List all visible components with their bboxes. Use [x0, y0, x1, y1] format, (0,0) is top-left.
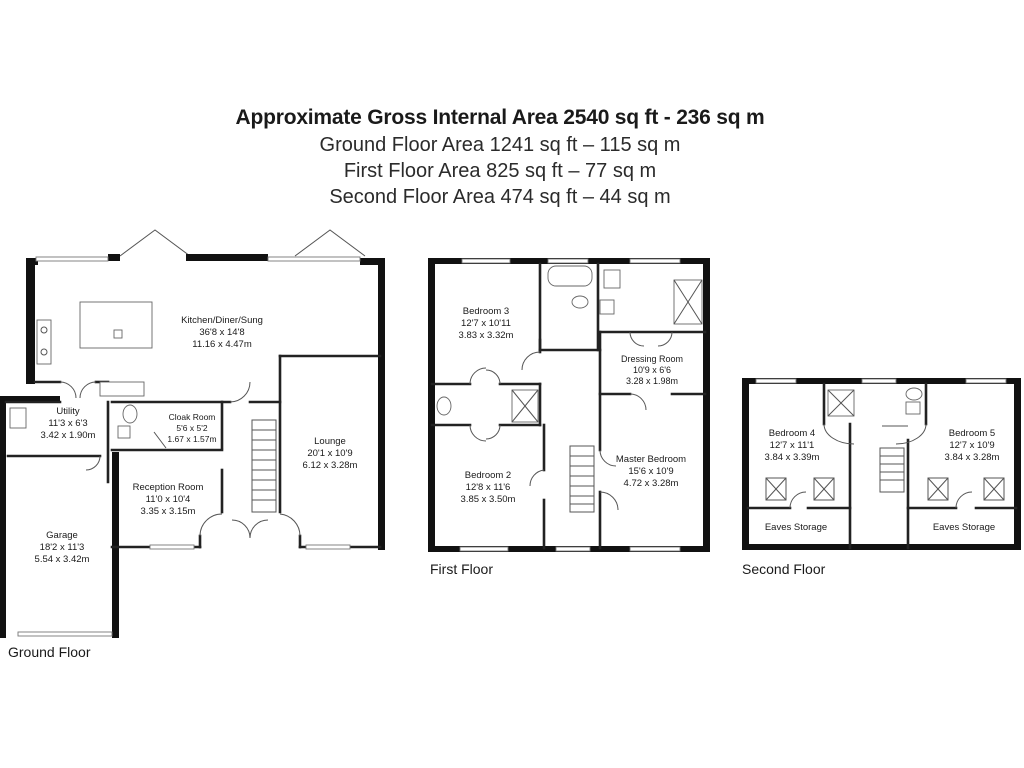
toilet-icon [437, 397, 451, 415]
ground-floor-plan [0, 230, 385, 660]
reception-window [150, 545, 194, 549]
bed4-metric: 3.84 x 3.39m [764, 452, 820, 463]
lounge-window [306, 545, 350, 549]
dressing-name: Dressing Room [620, 354, 684, 364]
ground-staircase [252, 420, 276, 512]
toilet-icon [123, 405, 137, 423]
bed3-name: Bedroom 3 [462, 306, 510, 317]
garage-imperial: 18'2 x 11'3 [39, 542, 85, 553]
second-floor-area: Second Floor Area 474 sq ft – 44 sq m [329, 186, 671, 208]
bed5-imperial: 12'7 x 10'9 [949, 440, 995, 451]
eaves-storage-left: Eaves Storage [764, 522, 828, 533]
kitchen-window [36, 257, 108, 261]
bay-window-right [295, 230, 365, 256]
kitchen-island [80, 302, 152, 348]
bed3-window [462, 259, 510, 263]
second-staircase [880, 448, 904, 492]
bed3-imperial: 12'7 x 10'11 [461, 318, 511, 329]
lounge-metric: 6.12 x 3.28m [302, 460, 358, 471]
kitchen-imperial: 36'8 x 14'8 [199, 327, 245, 338]
bed4-imperial: 12'7 x 11'1 [769, 440, 815, 451]
toilet-icon [572, 296, 588, 308]
kitchen-name: Kitchen/Diner/Sung [181, 315, 263, 326]
dressing-imperial: 10'9 x 6'6 [633, 365, 671, 375]
utility-name: Utility [56, 406, 80, 417]
bed4-window [756, 379, 796, 383]
master-window [630, 547, 680, 551]
second-floor-plan [742, 378, 1021, 577]
bed2-window [460, 547, 508, 551]
bath-icon [548, 266, 592, 286]
basin-icon [906, 402, 920, 414]
master-metric: 4.72 x 3.28m [623, 478, 679, 489]
cloak-imperial: 5'6 x 5'2 [176, 423, 208, 433]
first-staircase [570, 446, 594, 512]
utility-sink-icon [10, 408, 26, 428]
bay-window-left [120, 230, 190, 256]
sink-icon [114, 330, 122, 338]
eaves-storage-right: Eaves Storage [932, 522, 996, 533]
cloak-metric: 1.67 x 1.57m [167, 434, 217, 444]
gross-area-title: Approximate Gross Internal Area 2540 sq ft - 236 sq m [235, 106, 765, 129]
ground-floor-area: Ground Floor Area 1241 sq ft – 115 sq m [319, 134, 681, 156]
utility-metric: 3.42 x 1.90m [40, 430, 96, 441]
garage-name: Garage [46, 530, 78, 541]
bed2-metric: 3.85 x 3.50m [460, 494, 516, 505]
utility-imperial: 11'3 x 6'3 [48, 418, 88, 429]
toilet-icon [906, 388, 922, 400]
ground-floor-label: Ground Floor [8, 644, 91, 660]
bed2-imperial: 12'8 x 11'6 [465, 482, 511, 493]
toilet-icon [604, 270, 620, 288]
reception-name: Reception Room [132, 482, 204, 493]
garage-metric: 5.54 x 3.42m [34, 554, 90, 565]
bed5-metric: 3.84 x 3.28m [944, 452, 1000, 463]
basin-icon [600, 300, 614, 314]
dressing-metric: 3.28 x 1.98m [625, 376, 679, 386]
bed5-window [966, 379, 1006, 383]
reception-imperial: 11'0 x 10'4 [145, 494, 191, 505]
master-name: Master Bedroom [615, 454, 687, 465]
kitchen-window-right [268, 257, 360, 261]
bed3-metric: 3.83 x 3.32m [458, 330, 514, 341]
garage-door [18, 632, 112, 636]
lounge-imperial: 20'1 x 10'9 [307, 448, 353, 459]
first-floor-area: First Floor Area 825 sq ft – 77 sq m [343, 160, 657, 182]
bed2-name: Bedroom 2 [464, 470, 512, 481]
cloak-name: Cloak Room [168, 412, 216, 422]
kitchen-metric: 11.16 x 4.47m [192, 339, 252, 350]
basin-icon [118, 426, 130, 438]
double-door-swing [60, 382, 96, 398]
lounge-name: Lounge [314, 436, 346, 447]
first-floor-label: First Floor [430, 561, 493, 577]
door-swing [86, 456, 100, 470]
reception-metric: 3.35 x 3.15m [140, 506, 196, 517]
bed5-name: Bedroom 5 [948, 428, 996, 439]
first-floor-plan [428, 258, 710, 577]
second-floor-label: Second Floor [742, 561, 826, 577]
bed4-name: Bedroom 4 [768, 428, 816, 439]
master-imperial: 15'6 x 10'9 [628, 466, 674, 477]
